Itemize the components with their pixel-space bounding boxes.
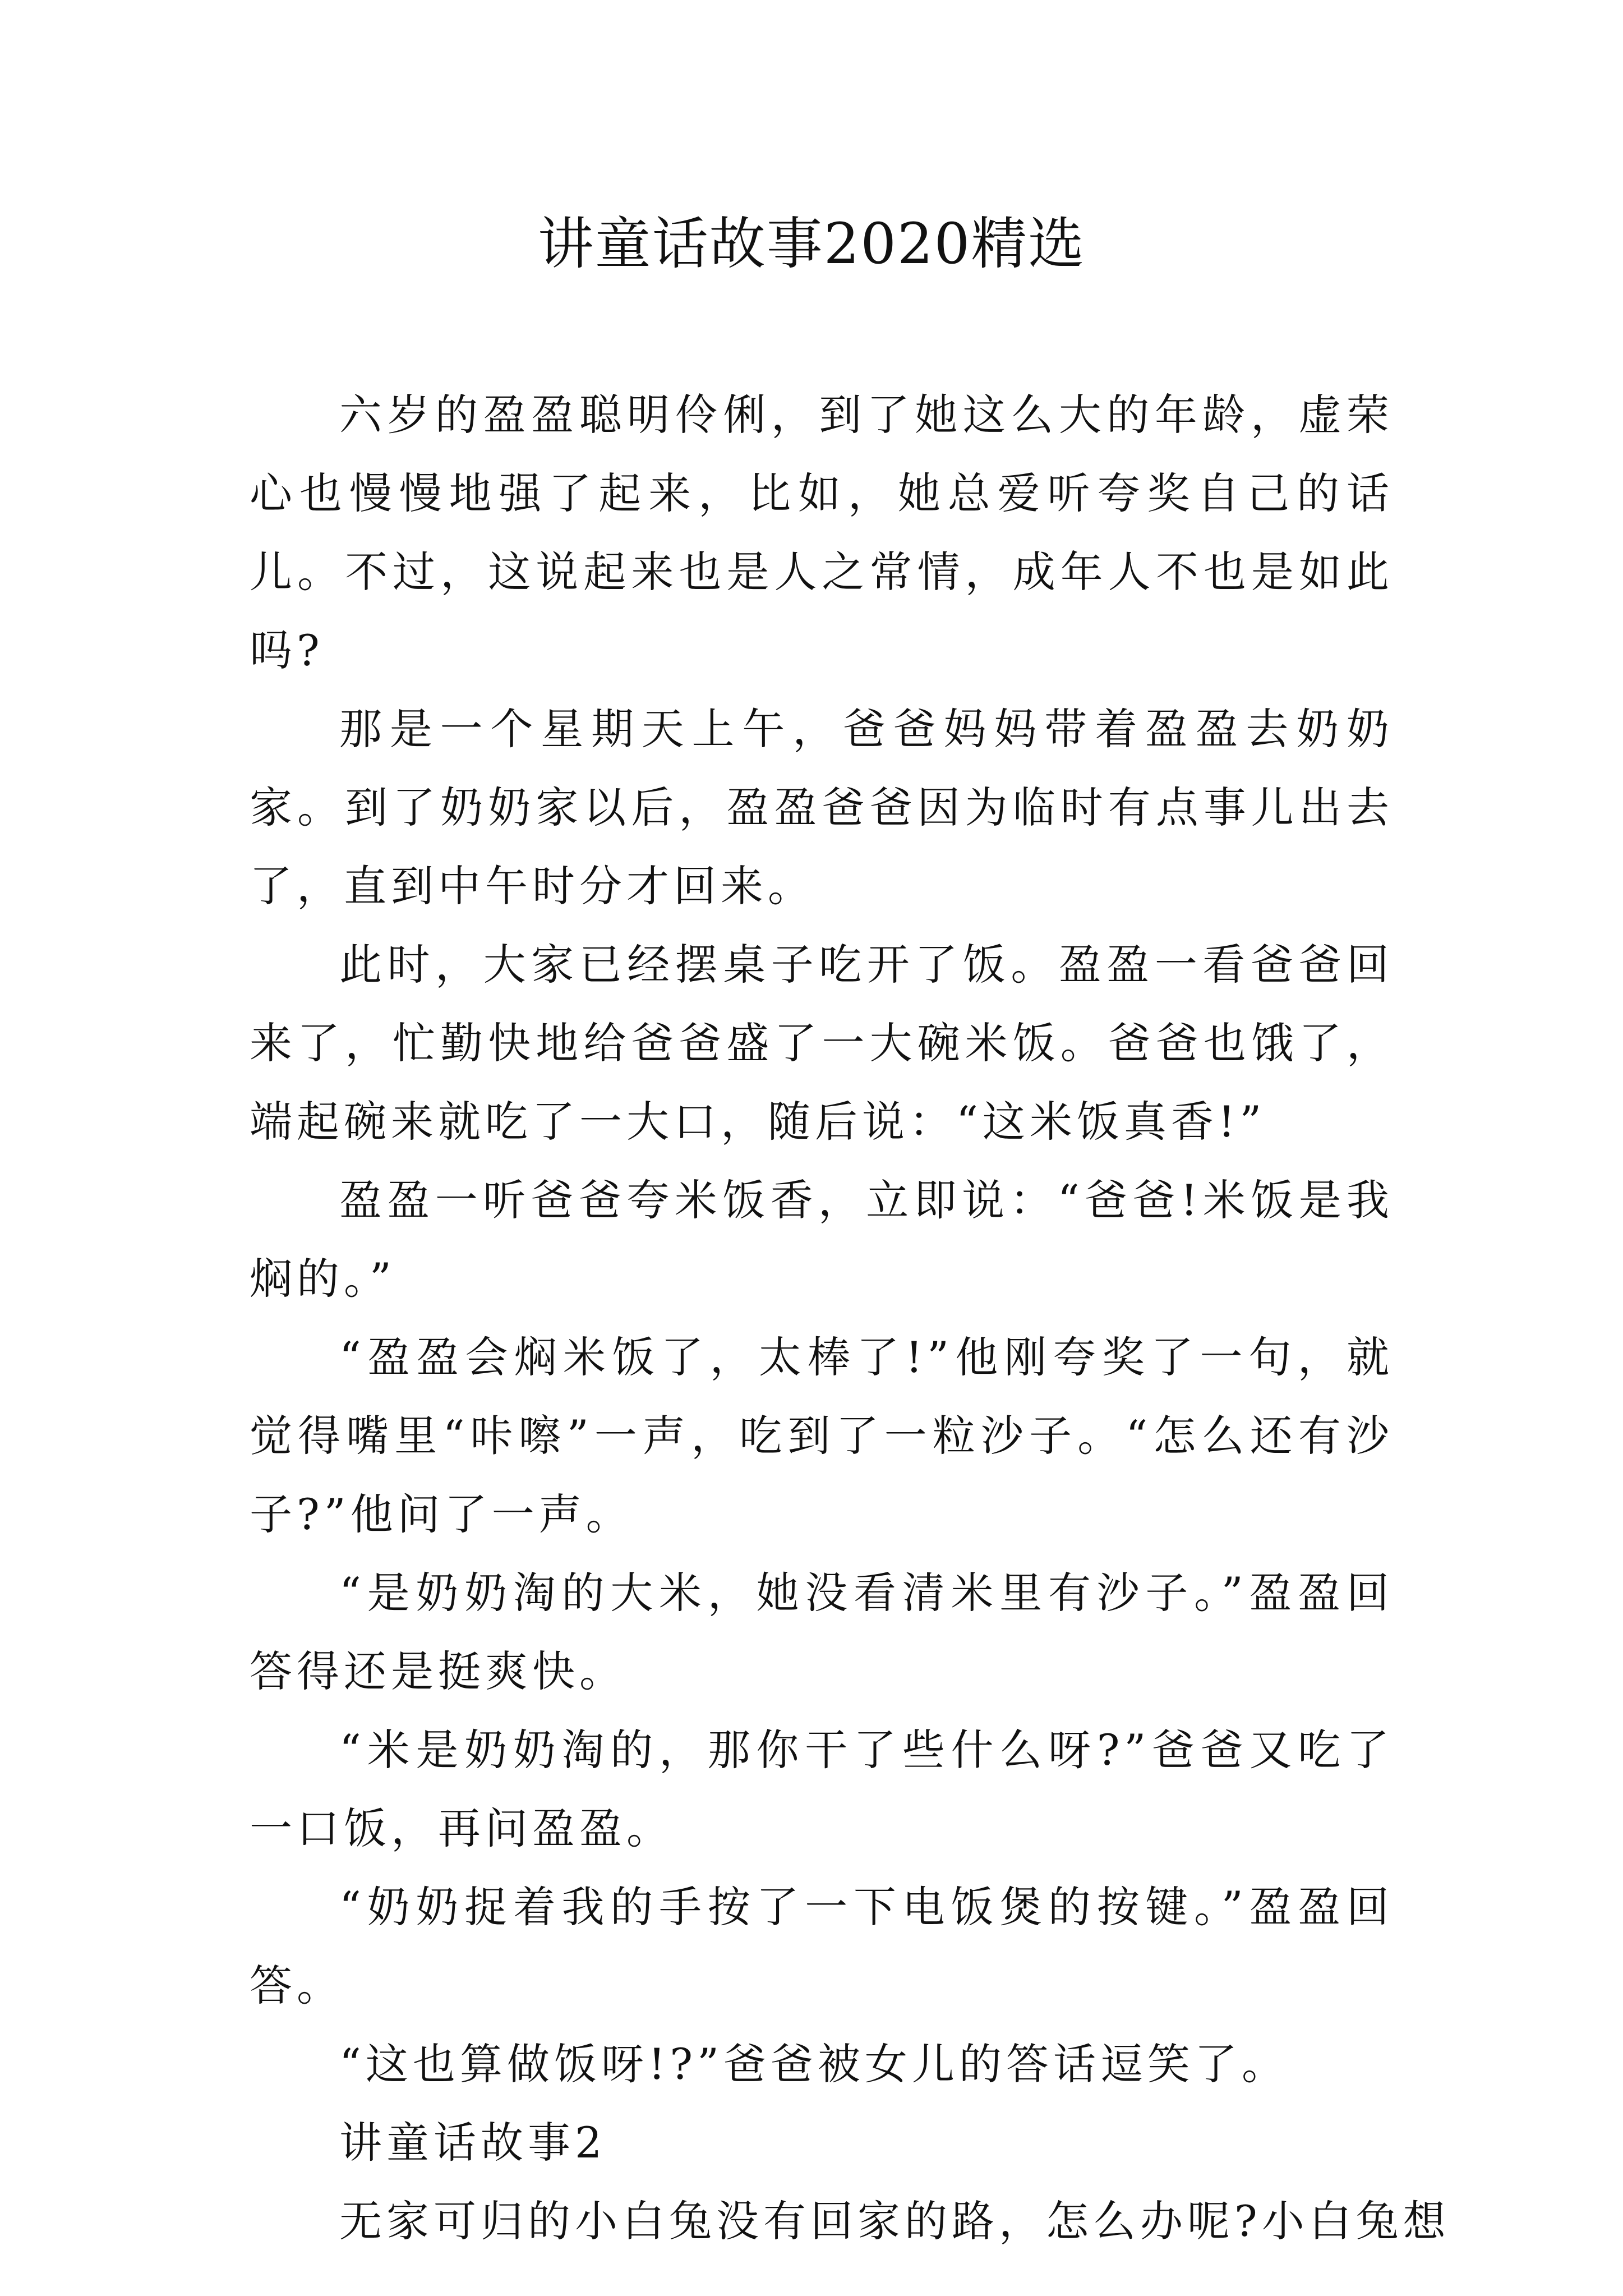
paragraph: “是奶奶淘的大米，她没看清米里有沙子。”盈盈回答得还是挺爽快。 <box>250 1568 1394 1696</box>
paragraph: “盈盈会焖米饭了，太棒了!”他刚夸奖了一句，就觉得嘴里“咔嚓”一声，吃到了一粒沙子。“怎么还有沙子?”他问了一声。 <box>250 1332 1394 1539</box>
paragraph: “这也算做饭呀!?”爸爸被女儿的答话逗笑了。 <box>339 2039 1289 2089</box>
paragraph: “奶奶捉着我的手按了一下电饭煲的按键。”盈盈回答。 <box>250 1882 1394 2010</box>
paragraph: 那是一个星期天上午，爸爸妈妈带着盈盈去奶奶家。到了奶奶家以后，盈盈爸爸因为临时有点事儿出去了，直到中午时分才回来。 <box>250 704 1394 911</box>
paragraph: 盈盈一听爸爸夸米饭香，立即说：“爸爸!米饭是我焖的。” <box>250 1175 1394 1304</box>
document-body <box>250 376 1450 2261</box>
paragraph: 此时，大家已经摆桌子吃开了饭。盈盈一看爸爸回来了，忙勤快地给爸爸盛了一大碗米饭。爸爸也饿了，端起碗来就吃了一大口，随后说：“这米饭真香!” <box>250 940 1394 1147</box>
paragraph: 无家可归的小白兔没有回家的路，怎么办呢?小白兔想 <box>339 2196 1450 2246</box>
paragraph: “米是奶奶淘的，那你干了些什么呀?”爸爸又吃了一口饭，再问盈盈。 <box>250 1725 1394 1853</box>
document-title: 讲童话故事2020精选 <box>537 211 1086 277</box>
section-heading: 讲童话故事2 <box>339 2118 607 2168</box>
paragraph: 六岁的盈盈聪明伶俐，到了她这么大的年龄，虚荣心也慢慢地强了起来，比如，她总爱听夸奖自己的话儿。不过，这说起来也是人之常情，成年人不也是如此吗? <box>250 390 1394 675</box>
